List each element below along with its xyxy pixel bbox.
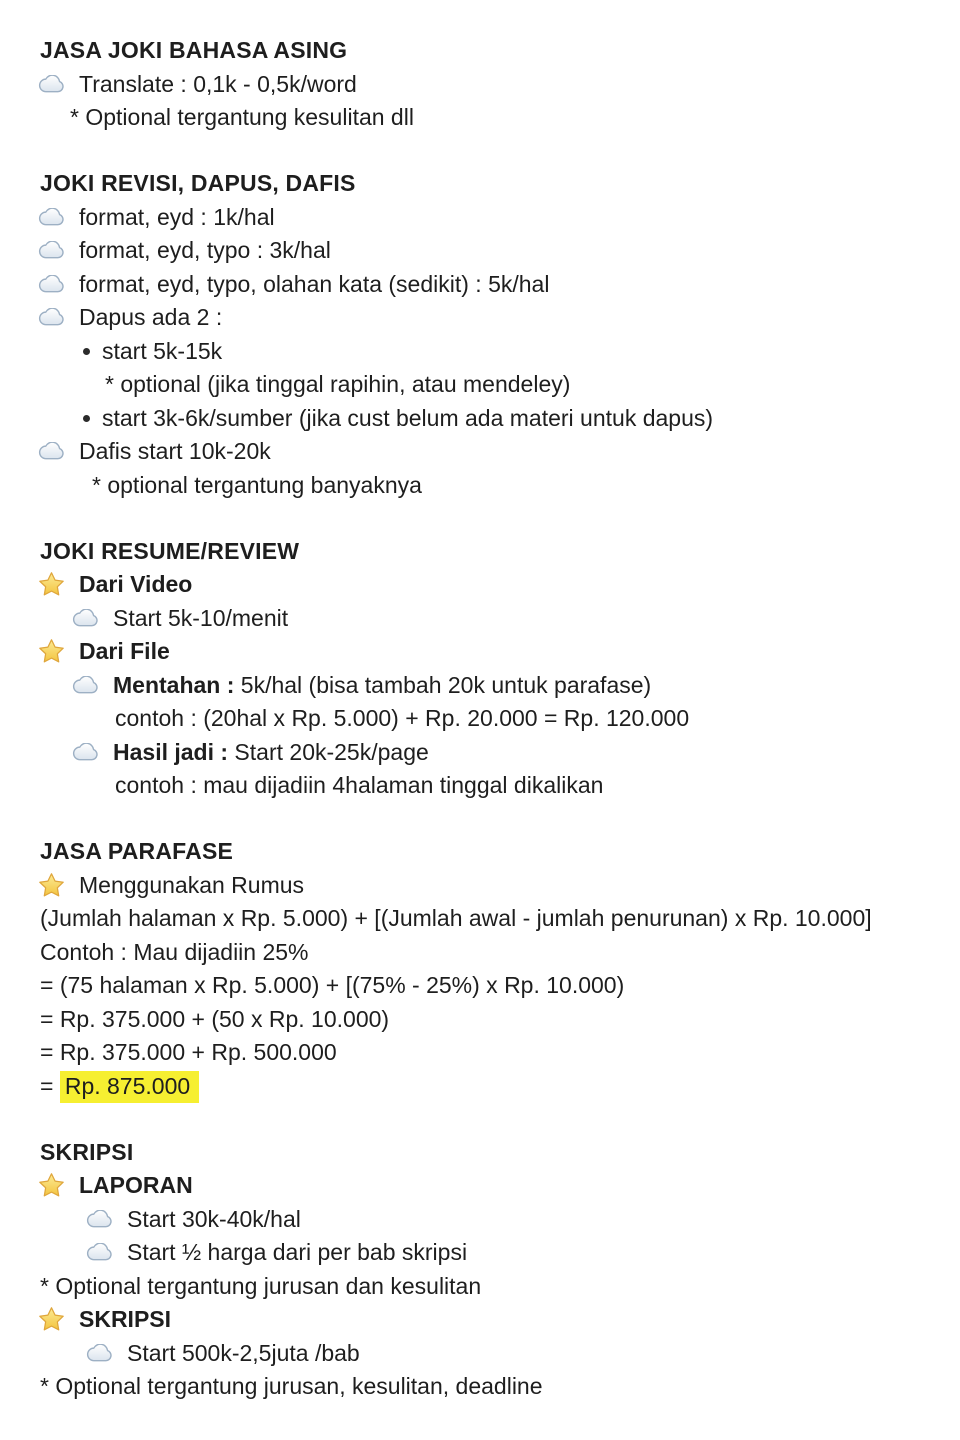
note-line (0, 1370, 960, 1404)
line-text: LAPORAN (79, 1172, 193, 1198)
line-text: contoh : (20hal x Rp. 5.000) + Rp. 20.000 = Rp. 120.000 (115, 705, 690, 731)
price-item (0, 268, 960, 302)
section (0, 34, 960, 135)
price-item (0, 669, 960, 703)
cloud-icon (86, 1210, 113, 1229)
line-text: Translate : 0,1k - 0,5k/word (79, 70, 357, 97)
formula-line (0, 1036, 960, 1070)
line-text: (Jumlah halaman x Rp. 5.000) + [(Jumlah awal - jumlah penurunan) x Rp. 10.000] (40, 905, 872, 931)
cloud-icon (72, 609, 99, 628)
star-icon (38, 638, 65, 665)
line-text: = Rp. 375.000 + Rp. 500.000 (40, 1039, 337, 1065)
line-text: * Optional tergantung jurusan dan kesulitan (40, 1272, 482, 1299)
line-text: Dari File (79, 638, 170, 664)
section-title: JOKI RESUME/REVIEW (40, 537, 300, 564)
price-item (0, 435, 960, 469)
section (0, 535, 960, 803)
formula-line (0, 936, 960, 970)
star-icon (38, 571, 65, 598)
example-line (0, 769, 960, 803)
sub-item (0, 402, 960, 436)
section (0, 167, 960, 502)
line-text: Dapus ada 2 : (79, 304, 223, 330)
cloud-icon (38, 241, 65, 260)
formula-line (0, 969, 960, 1003)
cloud-icon (38, 75, 65, 94)
line-text: Hasil jadi : Start 20k-25k/page (113, 738, 429, 765)
section (0, 1136, 960, 1404)
note-line (0, 1270, 960, 1304)
line-text: Mentahan : 5k/hal (bisa tambah 20k untuk parafase) (113, 671, 652, 698)
price-item (0, 68, 960, 102)
line-text: start 3k-6k/sumber (jika cust belum ada materi untuk dapus) (102, 404, 714, 431)
cloud-icon (72, 743, 99, 762)
bullet-dot (83, 348, 90, 355)
cloud-icon (38, 275, 65, 294)
price-item (0, 1169, 960, 1203)
line-text: Start ½ harga dari per bab skripsi (127, 1239, 468, 1265)
sub-item (0, 335, 960, 369)
line-text: format, eyd : 1k/hal (79, 203, 275, 230)
section-title: JASA PARAFASE (40, 838, 234, 864)
cloud-icon (86, 1243, 113, 1262)
section-title: JASA JOKI BAHASA ASING (40, 37, 348, 63)
price-item (0, 1303, 960, 1337)
price-item (0, 234, 960, 268)
cloud-icon (86, 1344, 113, 1363)
line-text: * optional (jika tinggal rapihin, atau mendeley) (105, 371, 571, 397)
line-text: * optional tergantung banyaknya (92, 471, 422, 498)
section-title: SKRIPSI (40, 1138, 134, 1165)
price-item (0, 301, 960, 335)
result-line (0, 1070, 960, 1104)
note-line (0, 101, 960, 135)
line-text: SKRIPSI (79, 1306, 172, 1332)
star-icon (38, 872, 65, 899)
line-text: start 5k-15k (102, 337, 223, 364)
section-title: JOKI REVISI, DAPUS, DAFIS (40, 170, 356, 196)
price-item (0, 1203, 960, 1237)
example-line (0, 702, 960, 736)
line-text: Start 5k-10/menit (113, 604, 289, 631)
line-text: Dafis start 10k-20k (79, 438, 271, 464)
price-item (0, 602, 960, 636)
line-text: Contoh : Mau dijadiin 25% (40, 938, 309, 965)
star-icon (38, 1172, 65, 1199)
price-item (0, 1236, 960, 1270)
line-text: Start 500k-2,5juta /bab (127, 1339, 360, 1366)
line-text: contoh : mau dijadiin 4halaman tinggal dikalikan (115, 772, 604, 798)
line-text: = Rp. 375.000 + (50 x Rp. 10.000) (40, 1005, 390, 1032)
price-item (0, 736, 960, 770)
price-item (0, 1337, 960, 1371)
line-text: Start 30k-40k/hal (127, 1205, 301, 1232)
line-text: = Rp. 875.000 (40, 1070, 199, 1104)
line-text: * Optional tergantung jurusan, kesulitan, deadline (40, 1373, 543, 1399)
line-text: Menggunakan Rumus (79, 871, 305, 898)
line-text: format, eyd, typo : 3k/hal (79, 237, 331, 263)
cloud-icon (38, 208, 65, 227)
price-item (0, 635, 960, 669)
formula-line (0, 1003, 960, 1037)
section (0, 835, 960, 1103)
bullet-dot (83, 415, 90, 422)
highlighted-price: Rp. 875.000 (60, 1071, 199, 1103)
line-text: Dari Video (79, 571, 193, 597)
cloud-icon (38, 442, 65, 461)
cloud-icon (72, 676, 99, 695)
line-text: * Optional tergantung kesulitan dll (70, 104, 414, 130)
star-icon (38, 1306, 65, 1333)
price-item (0, 869, 960, 903)
price-item (0, 568, 960, 602)
note-line (0, 368, 960, 402)
formula-line (0, 902, 960, 936)
note-line (0, 469, 960, 503)
cloud-icon (38, 308, 65, 327)
price-item (0, 201, 960, 235)
line-text: = (75 halaman x Rp. 5.000) + [(75% - 25%) x Rp. 10.000) (40, 972, 625, 998)
line-text: format, eyd, typo, olahan kata (sedikit) : 5k/hal (79, 270, 550, 297)
